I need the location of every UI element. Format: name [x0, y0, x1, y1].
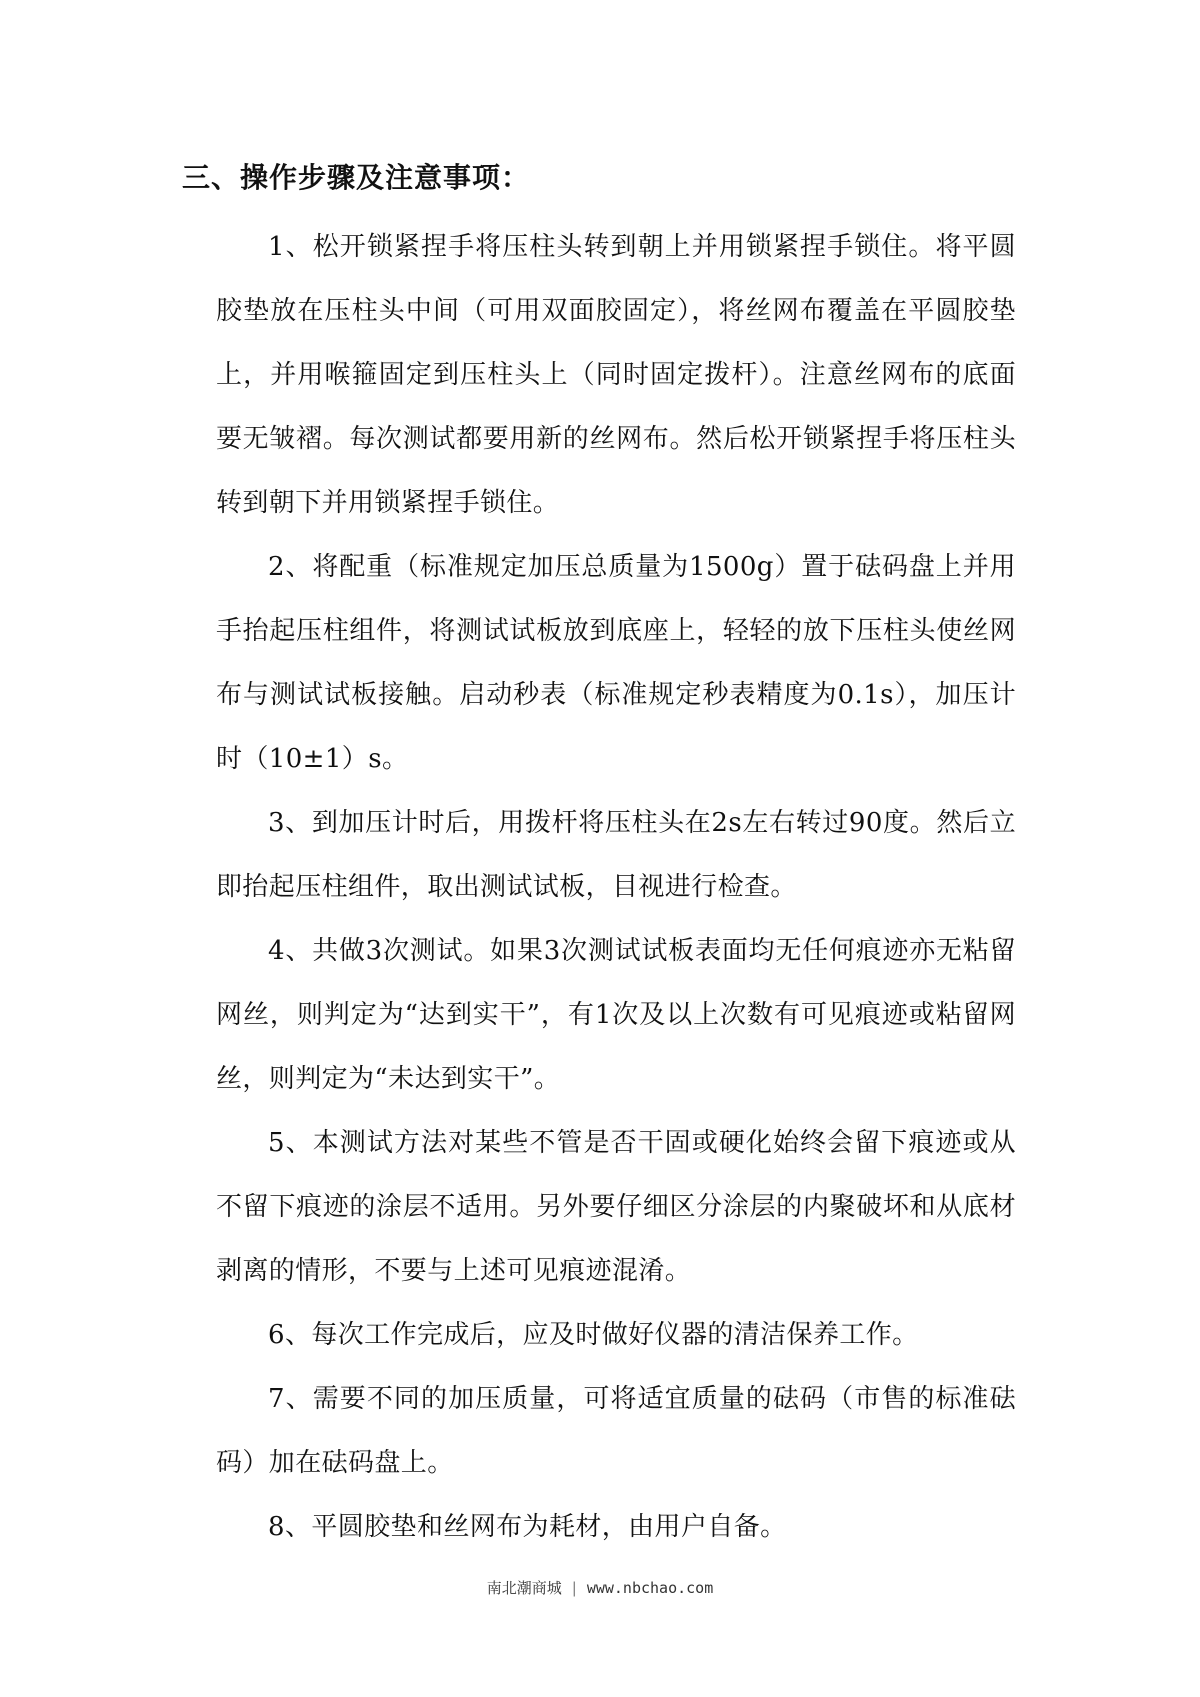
- step-paragraph-2: 2、将配重（标准规定加压总质量为1500g）置于砝码盘上并用手抬起压柱组件，将测试试板放到底座上，轻轻的放下压柱头使丝网布与测试试板接触。启动秒表（标准规定秒表精度为0.1s），加压计时（10±1）s。: [216, 552, 1016, 774]
- page-footer: [0, 1578, 1200, 1598]
- step-paragraph-3: 3、到加压计时后，用拨杆将压柱头在2s左右转过90度。然后立即抬起压柱组件，取出测试试板，目视进行检查。: [216, 808, 1016, 902]
- section-heading: 三、操作步骤及注意事项：: [182, 161, 531, 194]
- step-paragraph-1: 1、松开锁紧捏手将压柱头转到朝上并用锁紧捏手锁住。将平圆胶垫放在压柱头中间（可用双面胶固定），将丝网布覆盖在平圆胶垫上，并用喉箍固定到压柱头上（同时固定拨杆）。注意丝网布的底面要无皱褶。每次测试都要用新的丝网布。然后松开锁紧捏手将压柱头转到朝下并用锁紧捏手锁住。: [216, 232, 1016, 518]
- step-paragraph-6: 6、每次工作完成后，应及时做好仪器的清洁保养工作。: [268, 1320, 919, 1350]
- step-paragraph-5: 5、本测试方法对某些不管是否干固或硬化始终会留下痕迹或从不留下痕迹的涂层不适用。另外要仔细区分涂层的内聚破坏和从底材剥离的情形，不要与上述可见痕迹混淆。: [216, 1128, 1016, 1286]
- footer-separator: |: [571, 1579, 577, 1597]
- step-paragraph-7: 7、需要不同的加压质量，可将适宜质量的砝码（市售的标准砝码）加在砝码盘上。: [216, 1384, 1016, 1478]
- section-body: [216, 215, 1016, 1559]
- step-paragraph-8: 8、平圆胶垫和丝网布为耗材，由用户自备。: [268, 1512, 787, 1542]
- footer-site-link[interactable]: www.nbchao.com: [586, 1579, 714, 1597]
- step-paragraph-4: 4、共做3次测试。如果3次测试试板表面均无任何痕迹亦无粘留网丝，则判定为“达到实干”，有1次及以上次数有可见痕迹或粘留网丝，则判定为“未达到实干”。: [216, 936, 1016, 1094]
- footer-brand: 南北潮商城: [486, 1579, 562, 1597]
